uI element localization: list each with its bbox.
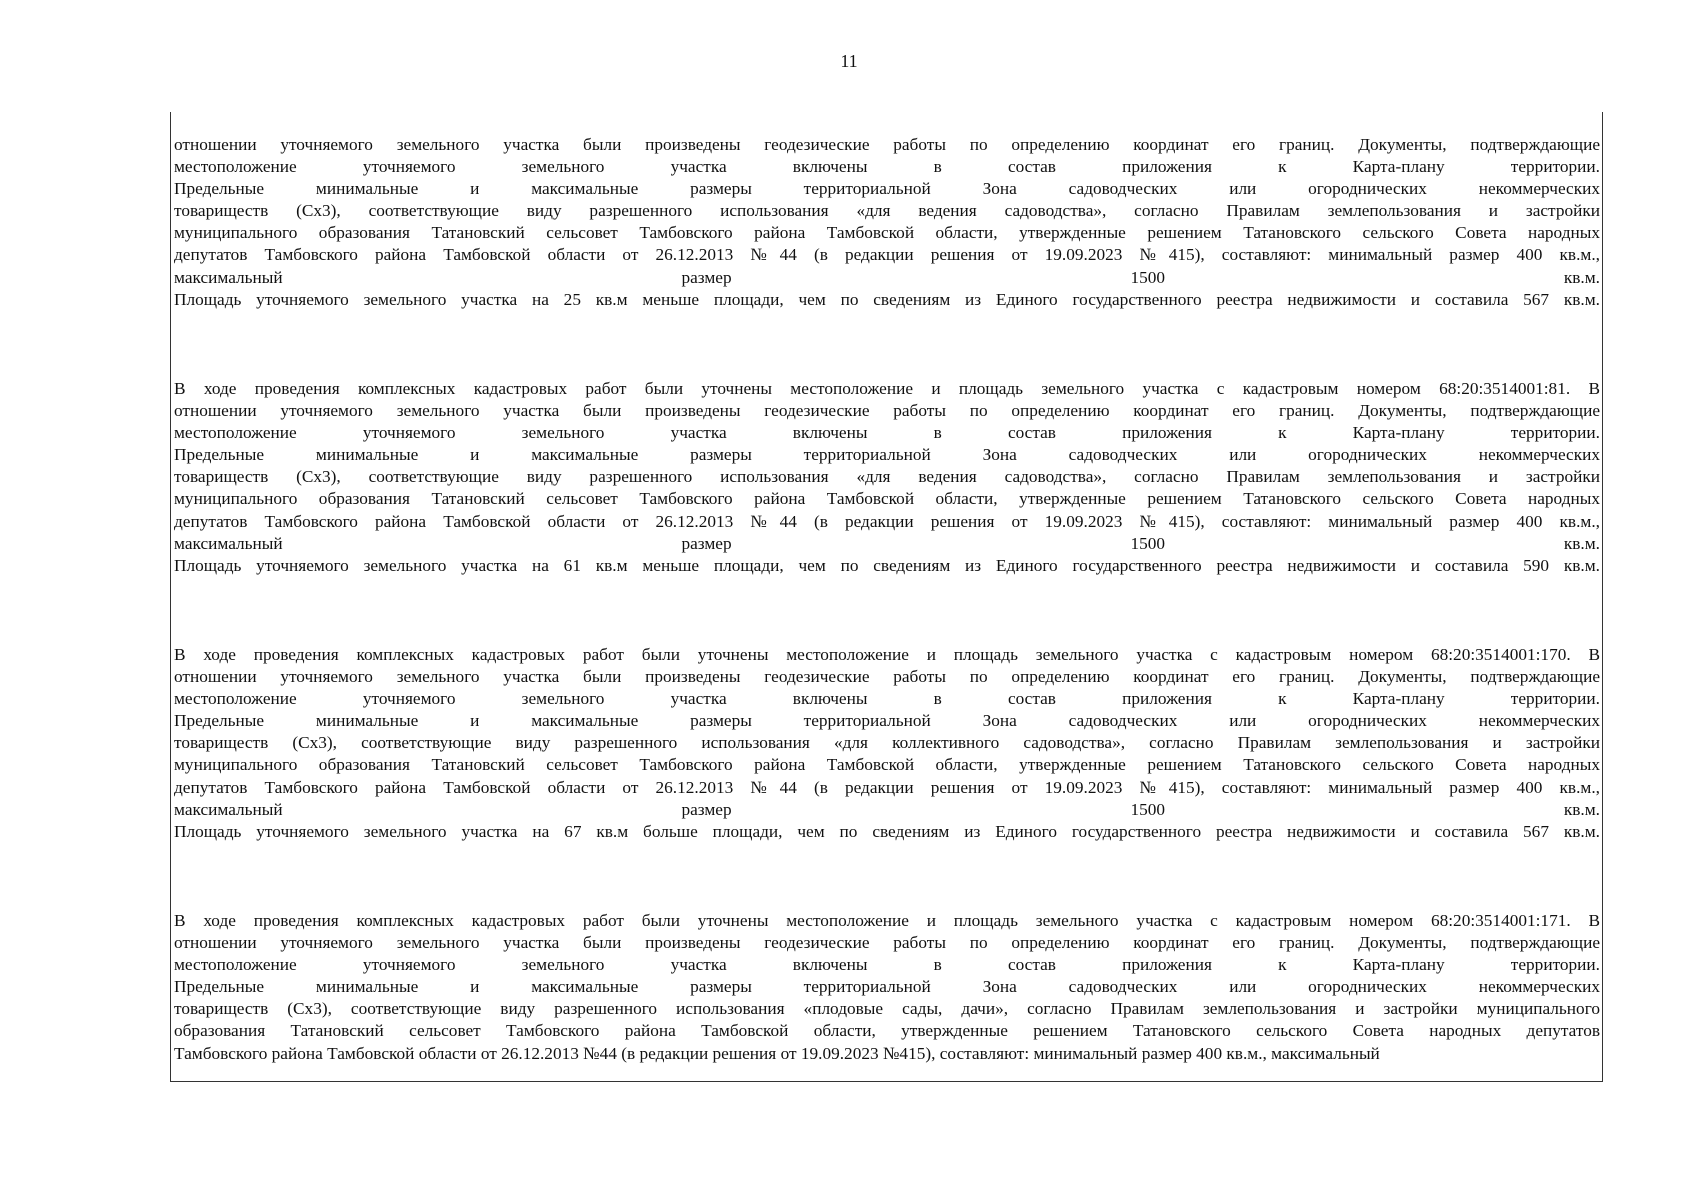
text-line: В ходе проведения комплексных кадастровых работ были уточнены местоположение и площадь земельного участка с кадастровым номером 68:20:3514001:171. В bbox=[174, 911, 1600, 930]
text-line: товариществ (Сх3), соответствующие виду разрешенного использования «плодовые сады, дачи», согласно Правилам землепользования и застройки муниципального bbox=[174, 999, 1600, 1019]
text-line: Предельные минимальные и максимальные размеры территориальной Зона садоводческих или огороднических некоммерческих bbox=[174, 179, 1600, 199]
text-line: местоположение уточняемого земельного участка включены в состав приложения к Карта-плану территории. bbox=[174, 689, 1600, 709]
text-line: депутатов Тамбовского района Тамбовской области от 26.12.2013 №44 (в редакции решения от 19.09.2023 №415), составляют: минимальный размер 400 кв.м., bbox=[174, 245, 1600, 265]
paragraph-3 bbox=[174, 644, 1600, 843]
text-line: максимальный размер 1500 кв.м. bbox=[174, 799, 1600, 819]
text-line: Предельные минимальные и максимальные размеры территориальной Зона садоводческих или огороднических некоммерческих bbox=[174, 445, 1600, 465]
paragraph-2 bbox=[174, 378, 1600, 577]
text-line: товариществ (Сх3), соответствующие виду разрешенного использования «для ведения садоводства», согласно Правилам землепользования и застройки bbox=[174, 201, 1600, 221]
text-line: муниципального образования Татановский сельсовет Тамбовского района Тамбовской области, утвержденные решением Татановского сельского Совета народных bbox=[174, 489, 1600, 509]
text-line: депутатов Тамбовского района Тамбовской области от 26.12.2013 №44 (в редакции решения от 19.09.2023 №415), составляют: минимальный размер 400 кв.м., bbox=[174, 777, 1600, 797]
page-number: 11 bbox=[840, 51, 858, 71]
text-line: товариществ (Сх3), соответствующие виду разрешенного использования «для коллективного садоводства», согласно Правилам землепользования и застройки bbox=[174, 733, 1600, 753]
text-line: максимальный размер 1500 кв.м. bbox=[174, 533, 1600, 553]
text-line: Тамбовского района Тамбовской области от 26.12.2013 №44 (в редакции решения от 19.09.2023 №415), составляют: минимальный размер 400 кв.м., максимальный bbox=[174, 1043, 1380, 1063]
text-line: образования Татановский сельсовет Тамбовского района Тамбовской области, утвержденные решением Татановского сельского Совета народных депутатов bbox=[174, 1021, 1600, 1041]
text-line: отношении уточняемого земельного участка были произведены геодезические работы по определению координат его границ. Документы, подтверждающие bbox=[174, 667, 1600, 687]
text-line: отношении уточняемого земельного участка были произведены геодезические работы по определению координат его границ. Документы, подтверждающие bbox=[174, 933, 1600, 953]
paragraph-1 bbox=[174, 134, 1600, 311]
text-line: местоположение уточняемого земельного участка включены в состав приложения к Карта-плану территории. bbox=[174, 955, 1600, 975]
text-line: Предельные минимальные и максимальные размеры территориальной Зона садоводческих или огороднических некоммерческих bbox=[174, 977, 1600, 997]
text-line: товариществ (Сх3), соответствующие виду разрешенного использования «для ведения садоводства», согласно Правилам землепользования и застройки bbox=[174, 467, 1600, 487]
text-line: местоположение уточняемого земельного участка включены в состав приложения к Карта-плану территории. bbox=[174, 157, 1600, 177]
text-line: В ходе проведения комплексных кадастровых работ были уточнены местоположение и площадь земельного участка с кадастровым номером 68:20:3514001:170. В bbox=[174, 645, 1600, 664]
text-line: Предельные минимальные и максимальные размеры территориальной Зона садоводческих или огороднических некоммерческих bbox=[174, 711, 1600, 731]
text-line: Площадь уточняемого земельного участка на 61 кв.м меньше площади, чем по сведениям из Единого государственного реестра недвижимости и составила 590 кв.м. bbox=[174, 555, 1600, 575]
text-line: местоположение уточняемого земельного участка включены в состав приложения к Карта-плану территории. bbox=[174, 423, 1600, 443]
document-frame bbox=[170, 112, 1603, 1082]
text-line: муниципального образования Татановский сельсовет Тамбовского района Тамбовской области, утвержденные решением Татановского сельского Совета народных bbox=[174, 223, 1600, 243]
text-line: отношении уточняемого земельного участка были произведены геодезические работы по определению координат его границ. Документы, подтверждающие bbox=[174, 401, 1600, 421]
text-line: депутатов Тамбовского района Тамбовской области от 26.12.2013 №44 (в редакции решения от 19.09.2023 №415), составляют: минимальный размер 400 кв.м., bbox=[174, 511, 1600, 531]
text-line: Площадь уточняемого земельного участка на 25 кв.м меньше площади, чем по сведениям из Единого государственного реестра недвижимости и составила 567 кв.м. bbox=[174, 289, 1600, 309]
text-line: Площадь уточняемого земельного участка на 67 кв.м больше площади, чем по сведениям из Единого государственного реестра недвижимости и составила 567 кв.м. bbox=[174, 821, 1600, 841]
text-line: В ходе проведения комплексных кадастровых работ были уточнены местоположение и площадь земельного участка с кадастровым номером 68:20:3514001:81. В bbox=[174, 379, 1600, 398]
text-line: муниципального образования Татановский сельсовет Тамбовского района Тамбовской области, утвержденные решением Татановского сельского Совета народных bbox=[174, 755, 1600, 775]
text-line: отношении уточняемого земельного участка были произведены геодезические работы по определению координат его границ. Документы, подтверждающие bbox=[174, 135, 1600, 154]
text-line: максимальный размер 1500 кв.м. bbox=[174, 267, 1600, 287]
paragraph-4 bbox=[174, 910, 1600, 1065]
